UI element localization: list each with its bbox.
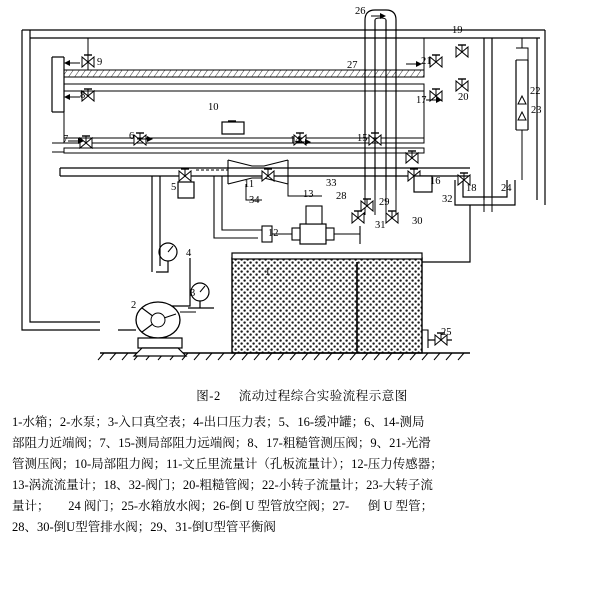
legend-line-3: 管测压阀；10-局部阻力阀；11-文丘里流量计（孔板流量计）；12-压力传感器； (12, 457, 443, 471)
component-label-13: 13 (303, 189, 314, 200)
legend-line-4: 13-涡流流量计；18、32-阀门；20-粗糙管阀；22-小转子流量计；23-大转子流 (12, 478, 433, 492)
component-label-23: 23 (531, 105, 542, 116)
component-label-20: 20 (458, 92, 469, 103)
component-label-18: 18 (466, 183, 477, 194)
component-label-3: 3 (190, 288, 196, 299)
component-label-21: 21 (421, 56, 432, 67)
component-label-10: 10 (208, 102, 219, 113)
component-label-34: 34 (249, 195, 260, 206)
component-label-30: 30 (412, 216, 423, 227)
component-label-9: 9 (97, 57, 103, 68)
component-label-12: 12 (268, 228, 279, 239)
component-label-28: 28 (336, 191, 347, 202)
component-label-7: 7 (63, 134, 69, 145)
component-label-4: 4 (186, 248, 192, 259)
figure-caption (0, 386, 604, 404)
legend-line-5: 量计； 24 阀门；25-水箱放水阀；26-倒 U 型管放空阀；27- 倒 U 型管； (12, 499, 434, 513)
component-label-19: 19 (452, 25, 463, 36)
figure-legend (12, 412, 592, 538)
component-label-14: 14 (290, 135, 301, 146)
component-label-1: 1 (265, 267, 271, 278)
component-label-15: 15 (357, 133, 368, 144)
component-label-26: 26 (355, 6, 366, 17)
legend-line-1: 1-水箱；2-水泵；3-入口真空表；4-出口压力表；5、16-缓冲罐；6、14-测局 (12, 415, 425, 429)
component-label-29: 29 (379, 197, 390, 208)
component-label-31: 31 (375, 220, 386, 231)
legend-line-2: 部阻力近端阀；7、15-测局部阻力远端阀；8、17-粗糙管测压阀；9、21-光滑 (12, 436, 431, 450)
component-label-16: 16 (430, 176, 441, 187)
component-label-22: 22 (530, 86, 541, 97)
component-label-11: 11 (244, 179, 255, 190)
component-label-5: 5 (171, 182, 177, 193)
component-label-6: 6 (129, 131, 135, 142)
legend-line-6: 28、30-倒U型管排水阀；29、31-倒U型管平衡阀 (12, 520, 276, 534)
component-label-33: 33 (326, 178, 337, 189)
component-label-2: 2 (131, 300, 137, 311)
component-label-25: 25 (441, 327, 452, 338)
component-label-27: 27 (347, 60, 358, 71)
figure-number: 图-2 (196, 389, 221, 403)
component-label-24: 24 (501, 183, 512, 194)
component-label-32: 32 (442, 194, 453, 205)
component-label-17: 17 (416, 95, 427, 106)
figure-title: 流动过程综合实验流程示意图 (238, 389, 408, 403)
component-label-8: 8 (80, 90, 86, 101)
